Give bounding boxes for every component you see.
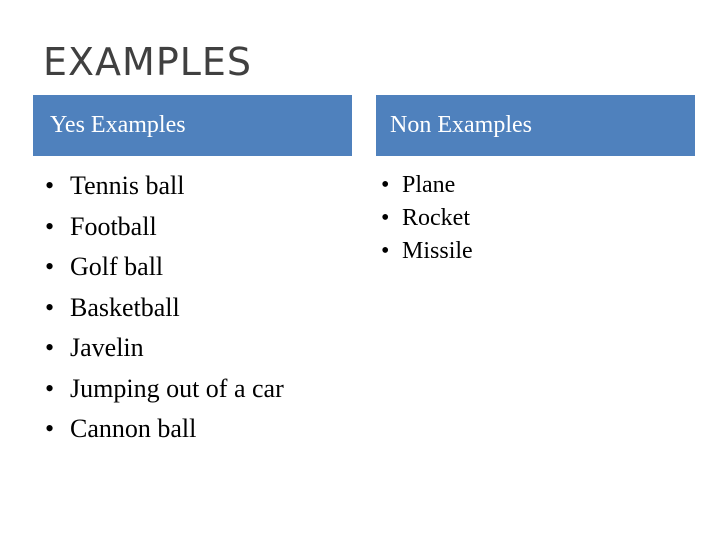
non-examples-list: [381, 169, 473, 268]
list-item-label: Missile: [402, 238, 473, 264]
list-item-label: Basketball: [70, 292, 180, 322]
list-item: [381, 169, 473, 202]
list-item-label: Tennis ball: [70, 171, 185, 200]
list-item-label: Cannon ball: [70, 414, 197, 443]
slide-title: EXAMPLES: [43, 40, 253, 84]
list-item: [45, 369, 284, 410]
list-item: [381, 202, 473, 235]
list-item-label: Football: [70, 211, 157, 241]
yes-examples-list: [45, 166, 284, 450]
bullet-icon: •: [381, 238, 390, 264]
bullet-icon: •: [45, 211, 55, 241]
bullet-icon: •: [381, 205, 390, 231]
list-item: [45, 207, 284, 248]
list-item-label: Plane: [402, 172, 456, 198]
bullet-icon: •: [45, 333, 55, 362]
yes-examples-header: Yes Examples: [33, 95, 352, 156]
list-item: [45, 247, 284, 288]
bullet-icon: •: [45, 414, 55, 443]
list-item: [45, 328, 284, 369]
list-item: [381, 235, 473, 268]
list-item-label: Javelin: [70, 333, 144, 362]
bullet-icon: •: [45, 252, 55, 281]
list-item: [45, 409, 284, 450]
non-examples-header: Non Examples: [376, 95, 695, 156]
list-item-label: Jumping out of a car: [70, 373, 284, 403]
bullet-icon: •: [381, 172, 390, 198]
bullet-icon: •: [45, 292, 55, 322]
list-item: [45, 288, 284, 329]
bullet-icon: •: [45, 373, 55, 403]
bullet-icon: •: [45, 171, 55, 200]
list-item-label: Rocket: [402, 205, 470, 231]
list-item: [45, 166, 284, 207]
list-item-label: Golf ball: [70, 252, 164, 281]
